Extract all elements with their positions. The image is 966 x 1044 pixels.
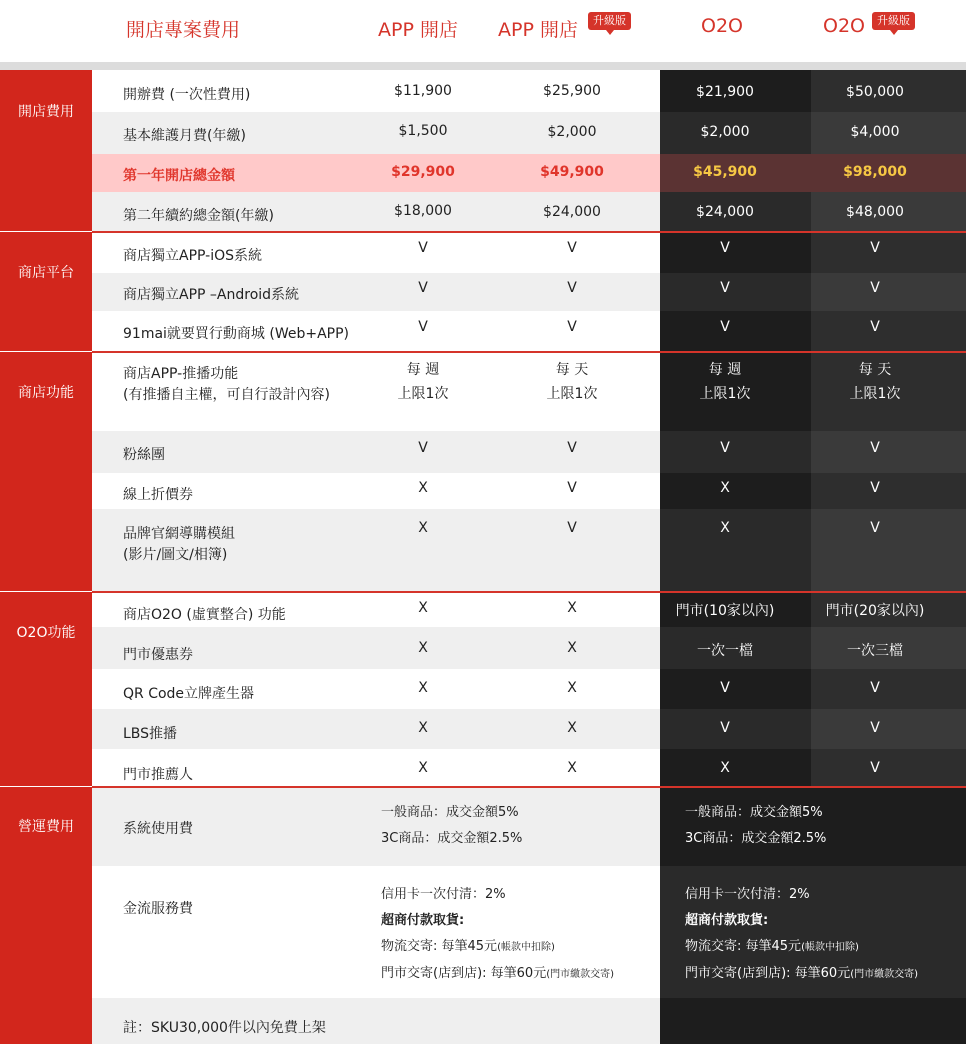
table-row (92, 627, 966, 669)
table-row (92, 273, 966, 311)
payment-line: 門市交寄(店到店): 每筆60元 (685, 966, 851, 981)
cell-app: X (418, 760, 428, 776)
table-row (92, 233, 966, 273)
section-divider (0, 786, 92, 787)
cell-o2o-upgrade: $98,000 (843, 164, 907, 180)
cell-o2o: V (720, 240, 730, 256)
row-label: 線上折價券 (123, 487, 193, 503)
cell-app-upgrade-sub: 上限1次 (546, 386, 598, 402)
cell-o2o: V (720, 680, 730, 696)
cell-o2o-sub: 上限1次 (699, 386, 751, 402)
cell-app: V (418, 319, 428, 335)
cell-app-upgrade: X (567, 600, 577, 616)
cell-app-upgrade: X (567, 720, 577, 736)
cell-app: X (418, 640, 428, 656)
section-sidebar (0, 70, 92, 1044)
section-divider (0, 351, 92, 352)
cell-o2o-upgrade: V (870, 240, 880, 256)
payment-line: 物流交寄: 每筆45元 (685, 939, 802, 954)
table-row (92, 709, 966, 749)
page-title: 開店專案費用 (126, 19, 241, 41)
cell-o2o: X (720, 480, 730, 496)
cell-app-upgrade: V (567, 280, 577, 296)
table-header (0, 0, 966, 62)
cell-app-upgrade: $25,900 (543, 83, 601, 99)
row-label: 商店O2O (虛實整合) 功能 (123, 607, 286, 623)
row-label: 門市推薦人 (123, 767, 193, 783)
table-row (92, 431, 966, 473)
cell-app-upgrade: V (567, 440, 577, 456)
cell-app-upgrade: X (567, 680, 577, 696)
cell-o2o: V (720, 319, 730, 335)
header-divider (0, 62, 966, 70)
table-row (92, 353, 966, 431)
row-label: 商店獨立APP-iOS系統 (123, 248, 263, 264)
table-row (92, 788, 966, 866)
cell-o2o-upgrade: 門市(20家以內) (825, 603, 925, 619)
row-label: 第二年續約總金額(年繳) (123, 208, 274, 224)
cell-o2o: $45,900 (693, 164, 757, 180)
row-label: 91mai就要買行動商城 (Web+APP) (123, 326, 350, 342)
cell-o2o-upgrade: $50,000 (846, 84, 904, 100)
system-fee-line: 一般商品：成交金額5% (685, 805, 823, 820)
row-label: 系統使用費 (123, 821, 193, 837)
cell-app: 每 週 (406, 362, 440, 378)
cell-app: X (418, 680, 428, 696)
cell-app-upgrade: X (567, 760, 577, 776)
cell-app-upgrade: $49,900 (540, 164, 604, 180)
system-fee-app (381, 800, 522, 852)
col-header-app: APP 開店 (378, 19, 458, 41)
cell-o2o-upgrade: V (870, 520, 880, 536)
cell-o2o-upgrade-sub: 上限1次 (849, 386, 901, 402)
cell-app: $18,000 (394, 203, 452, 219)
cell-o2o-upgrade: V (870, 280, 880, 296)
cell-app-sub: 上限1次 (397, 386, 449, 402)
section-divider (0, 591, 92, 592)
table-row (92, 112, 966, 154)
section-label-o2o: O2O功能 (16, 625, 76, 641)
cell-o2o: X (720, 520, 730, 536)
cell-app-upgrade: 每 天 (555, 362, 589, 378)
cell-o2o: 門市(10家以內) (675, 603, 775, 619)
cell-app: X (418, 520, 428, 536)
table-row (92, 192, 966, 231)
payment-line: 物流交寄: 每筆45元 (381, 939, 498, 954)
table-row (92, 473, 966, 509)
section-label-platform: 商店平台 (18, 265, 74, 281)
cell-app-upgrade: V (567, 520, 577, 536)
system-fee-line: 3C商品：成交金額2.5% (685, 831, 827, 846)
payment-fee-o2o (685, 882, 918, 988)
col-header-o2o: O2O (701, 15, 743, 37)
system-fee-line: 一般商品：成交金額5% (381, 805, 519, 820)
row-label: 品牌官網導購模組 (123, 526, 235, 542)
payment-line: 信用卡一次付清：2% (381, 887, 506, 902)
payment-line: 信用卡一次付清：2% (685, 887, 810, 902)
cell-o2o-upgrade: $48,000 (846, 204, 904, 220)
row-label: 門市優惠券 (123, 647, 193, 663)
cell-o2o-upgrade: V (870, 680, 880, 696)
row-label: 粉絲團 (123, 447, 165, 463)
payment-note: (帳款中扣除) (497, 942, 555, 953)
section-label-operations: 營運費用 (18, 819, 74, 835)
row-label: QR Code立牌產生器 (123, 686, 255, 702)
table-row-note (92, 998, 966, 1044)
cell-o2o-upgrade: V (870, 720, 880, 736)
cell-app: V (418, 240, 428, 256)
cell-app: X (418, 480, 428, 496)
table-row-highlight (92, 154, 966, 192)
cell-o2o-upgrade: V (870, 319, 880, 335)
cell-o2o-upgrade: V (870, 440, 880, 456)
table-row (92, 593, 966, 627)
cell-o2o: V (720, 720, 730, 736)
table-row (92, 749, 966, 786)
table-row (92, 866, 966, 998)
upgrade-badge: 升級版 (872, 12, 915, 30)
upgrade-badge: 升級版 (588, 12, 631, 30)
row-label: 商店獨立APP –Android系統 (123, 287, 300, 303)
row-label-sub: (影片/圖文/相簿) (123, 547, 228, 563)
row-label-sub: (有推播自主權，可自行設計內容) (123, 387, 330, 403)
cell-o2o: 一次一檔 (697, 643, 753, 659)
system-fee-line: 3C商品：成交金額2.5% (381, 831, 523, 846)
payment-note: (帳款中扣除) (801, 942, 859, 953)
cell-app-upgrade: $2,000 (547, 124, 597, 140)
cell-app: V (418, 440, 428, 456)
cell-app: V (418, 280, 428, 296)
payment-line: 超商付款取貨: (685, 913, 769, 928)
cell-app: X (418, 600, 428, 616)
system-fee-o2o (685, 800, 826, 852)
cell-o2o-upgrade: 一次三檔 (847, 643, 903, 659)
cell-o2o-upgrade: V (870, 760, 880, 776)
cell-app: $11,900 (394, 83, 452, 99)
row-label: 第一年開店總金額 (123, 168, 235, 184)
row-label: 金流服務費 (123, 901, 193, 917)
payment-fee-app (381, 882, 614, 988)
cell-o2o-upgrade: $4,000 (850, 124, 900, 140)
cell-app-upgrade: V (567, 319, 577, 335)
cell-o2o: X (720, 760, 730, 776)
payment-note: (門市繳款交寄) (546, 969, 615, 980)
cell-o2o: $21,900 (696, 84, 754, 100)
col-header-o2o-upgrade: O2O (823, 15, 865, 37)
cell-app: $29,900 (391, 164, 455, 180)
cell-o2o: V (720, 440, 730, 456)
footnote: 註：SKU30,000件以內免費上架 (123, 1020, 326, 1036)
cell-o2o: V (720, 280, 730, 296)
table-row (92, 669, 966, 709)
cell-app: X (418, 720, 428, 736)
row-label: 基本維護月費(年繳) (123, 128, 246, 144)
section-label-store-fees: 開店費用 (18, 104, 74, 120)
cell-app-upgrade: $24,000 (543, 204, 601, 220)
cell-app-upgrade: X (567, 640, 577, 656)
payment-note: (門市繳款交寄) (850, 969, 919, 980)
cell-o2o: 每 週 (708, 362, 742, 378)
row-label: LBS推播 (123, 726, 178, 742)
section-divider (0, 231, 92, 232)
table-row (92, 509, 966, 591)
row-label: 開辦費 (一次性費用) (123, 87, 251, 103)
section-label-features: 商店功能 (18, 385, 74, 401)
cell-o2o: $2,000 (700, 124, 750, 140)
cell-app-upgrade: V (567, 240, 577, 256)
cell-o2o-upgrade: V (870, 480, 880, 496)
payment-line: 超商付款取貨: (381, 913, 465, 928)
cell-o2o: $24,000 (696, 204, 754, 220)
payment-line: 門市交寄(店到店): 每筆60元 (381, 966, 547, 981)
table-row (92, 70, 966, 112)
row-label: 商店APP-推播功能 (123, 366, 239, 382)
cell-app-upgrade: V (567, 480, 577, 496)
col-header-app-upgrade: APP 開店 (498, 19, 578, 41)
cell-o2o-upgrade: 每 天 (858, 362, 892, 378)
table-row (92, 311, 966, 351)
cell-app: $1,500 (398, 123, 448, 139)
